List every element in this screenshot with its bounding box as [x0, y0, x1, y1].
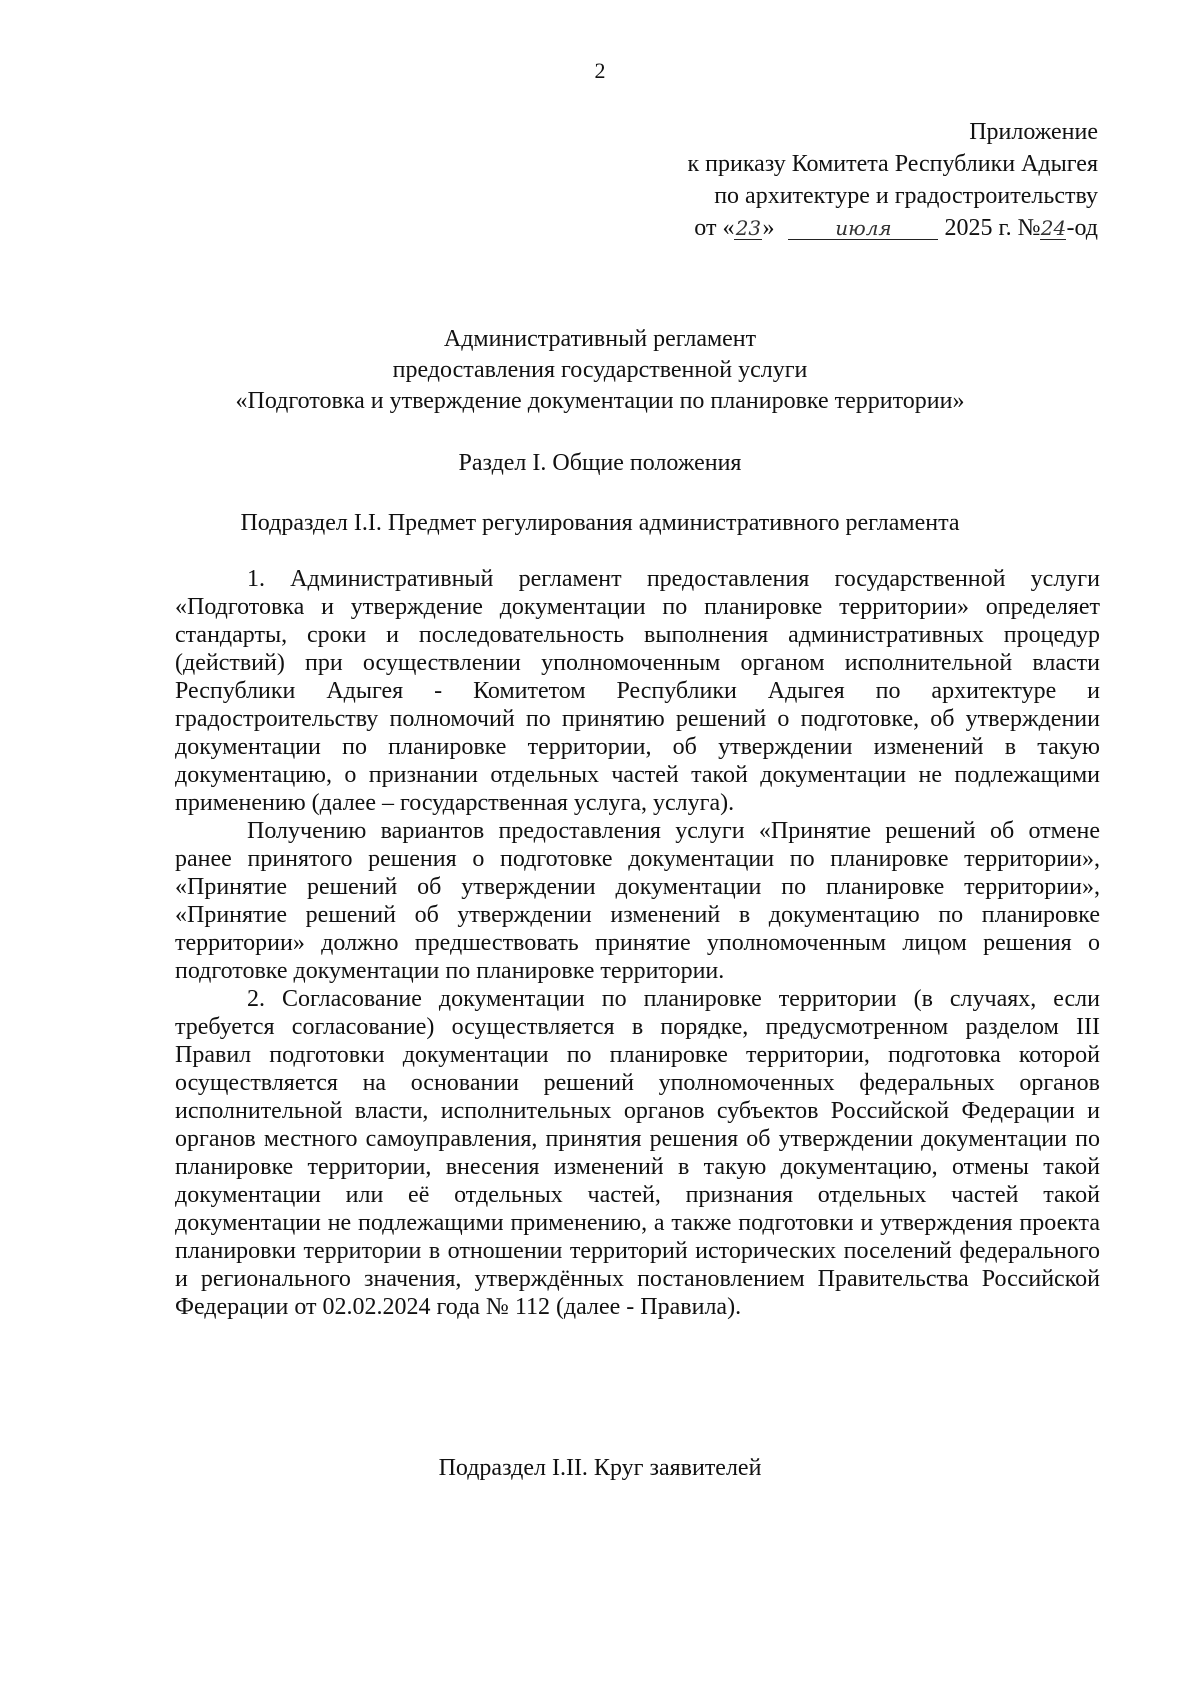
subsection-heading-applicants: Подраздел I.II. Круг заявителей — [438, 1455, 762, 1481]
paragraph-1: 1. Административный регламент предоставления государственной услуги «Подготовка и утверждение документации по планировке территории» определяет стандарты, сроки и последовательность выполнения административных процедур (действий) при осуществлении уполномоченным органом исполнительной власти Республики Адыгея - Комитетом Республики Адыгея по архитектуре и градостроительству полномочий по принятию решений о подготовке, об утверждении документации по планировке территории, об утверждении изменений в такую документацию, о признании отдельных частей такой документации не подлежащими применению (далее – государственная услуга, услуга). — [175, 566, 1100, 816]
appendix-header — [538, 116, 1098, 244]
page-number: 2 — [594, 58, 606, 83]
date-year: 2025 г. № — [944, 215, 1041, 241]
paragraph-2: Получению вариантов предоставления услуги «Принятие решений об отмене ранее принятого решения о подготовке документации по планировке территории», «Принятие решений об утверждении документации по планировке территории», «Принятие решений об утверждении изменений в документацию по планировке территории» должно предшествовать принятие уполномоченным лицом решения о подготовке документации по планировке территории. — [175, 818, 1100, 984]
paragraph-3: 2. Согласование документации по планировке территории (в случаях, если требуется согласование) осуществляется в порядке, предусмотренном разделом III Правил подготовки документации по планировке территории, подготовка которой осуществляется на основании решений уполномоченных федеральных органов исполнительной власти, исполнительных органов субъектов Российской Федерации и органов местного самоуправления, принятия решения об утверждении документации по планировке территории, внесения изменений в такую документацию, отмены такой документации или её отдельных частей, признания отдельных частей такой документации не подлежащими применению, а также подготовки и утверждения проекта планировки территории в отношении территорий исторических поселений федерального и регионального значения, утверждённых постановлением Правительства Российской Федерации от 02.02.2024 года № 112 (далее - Правила). — [175, 986, 1100, 1320]
date-prefix: от « — [694, 215, 735, 241]
appendix-committee: по архитектуре и градостроительству — [714, 183, 1098, 209]
date-month-handwritten: июля — [788, 217, 938, 240]
title-line-1: Административный регламент — [443, 326, 757, 352]
appendix-date-line — [538, 212, 1098, 244]
date-day-handwritten: 23 — [735, 216, 762, 240]
document-title — [0, 324, 1200, 417]
appendix-order-reference: к приказу Комитета Республики Адыгея — [687, 151, 1098, 177]
order-number-handwritten: 24 — [1040, 216, 1067, 240]
appendix-title: Приложение — [969, 119, 1098, 145]
date-day-close: » — [762, 215, 775, 241]
subsection-heading: Подраздел I.I. Предмет регулирования административного регламента — [240, 510, 960, 536]
section-heading: Раздел I. Общие положения — [458, 450, 742, 476]
body-text — [175, 565, 1100, 1321]
title-line-3: «Подготовка и утверждение документации по планировке территории» — [235, 388, 965, 414]
title-line-2: предоставления государственной услуги — [392, 357, 808, 383]
order-suffix: -од — [1066, 215, 1098, 241]
